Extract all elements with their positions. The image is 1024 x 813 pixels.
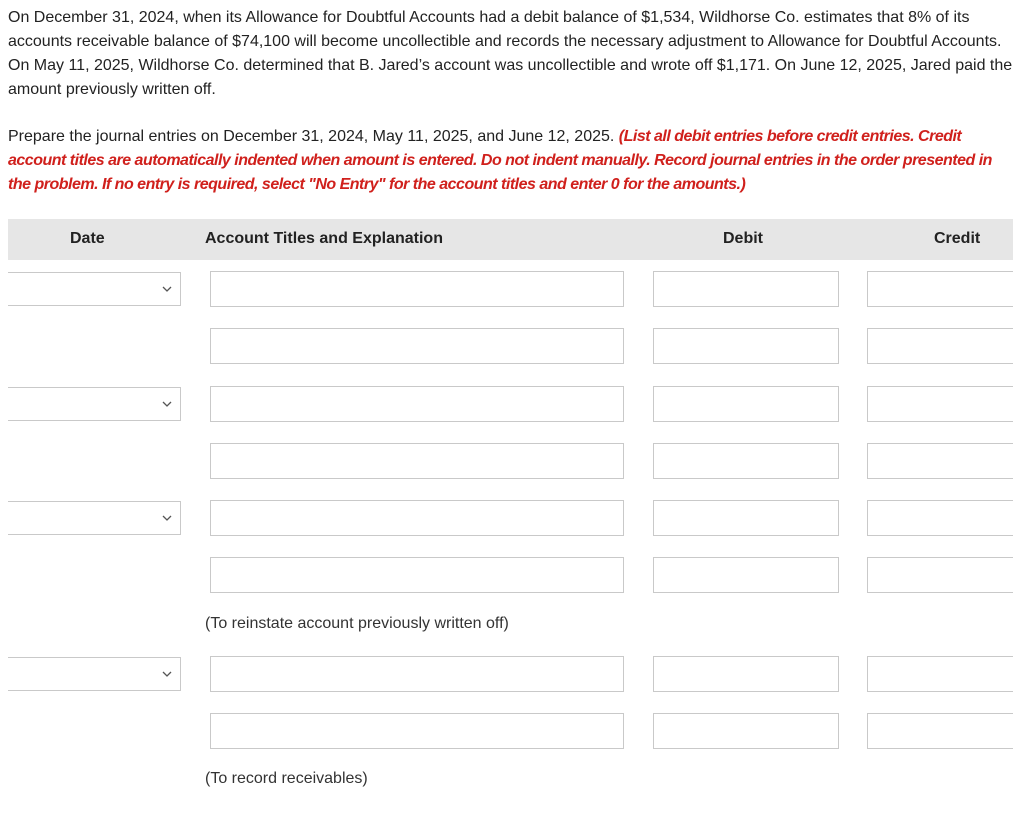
entry-explanation: (To reinstate account previously written off) bbox=[205, 615, 509, 632]
date-select[interactable] bbox=[8, 657, 181, 691]
account-title-input[interactable] bbox=[210, 328, 624, 364]
credit-column-header: Credit bbox=[934, 230, 981, 247]
account-title-input[interactable] bbox=[210, 500, 624, 536]
debit-input[interactable] bbox=[653, 557, 839, 593]
chevron-down-icon bbox=[162, 513, 172, 523]
chevron-down-icon bbox=[162, 284, 172, 294]
chevron-down-icon bbox=[162, 669, 172, 679]
account-title-input[interactable] bbox=[210, 713, 624, 749]
entry-explanation: (To record receivables) bbox=[205, 770, 368, 787]
credit-input[interactable] bbox=[867, 713, 1013, 749]
credit-input[interactable] bbox=[867, 271, 1013, 307]
credit-input[interactable] bbox=[867, 386, 1013, 422]
instructions-text: Prepare the journal entries on December 31, 2024, May 11, 2025, and June 12, 2025. bbox=[8, 128, 619, 145]
debit-column-header: Debit bbox=[723, 230, 763, 247]
account-column-header: Account Titles and Explanation bbox=[205, 230, 443, 247]
account-title-input[interactable] bbox=[210, 557, 624, 593]
instructions-note: (List all debit entries before credit entries. Credit account titles are automatically indented when amount is entered. Do not indent manually. Record journal entries in the order presented in the problem. If no entry is required, select "No Entry" for the account titles and enter 0 for the amounts.) bbox=[8, 128, 992, 193]
journal-table-header bbox=[8, 219, 1013, 260]
account-title-input[interactable] bbox=[210, 443, 624, 479]
debit-input[interactable] bbox=[653, 386, 839, 422]
date-column-header: Date bbox=[70, 230, 105, 247]
date-select[interactable] bbox=[8, 272, 181, 306]
debit-input[interactable] bbox=[653, 713, 839, 749]
account-title-input[interactable] bbox=[210, 386, 624, 422]
account-title-input[interactable] bbox=[210, 656, 624, 692]
credit-input[interactable] bbox=[867, 656, 1013, 692]
problem-statement: On December 31, 2024, when its Allowance for Doubtful Accounts had a debit balance of $1,534, Wildhorse Co. estimates that 8% of its accounts receivable balance of $74,100 will become uncollectible and records the necessary adjustment to Allowance for Doubtful Accounts. On May 11, 2025, Wildhorse Co. determined that B. Jared’s account was uncollectible and wrote off $1,171. On June 12, 2025, Jared paid the amount previously written off. bbox=[8, 9, 1013, 98]
credit-input[interactable] bbox=[867, 443, 1013, 479]
date-select[interactable] bbox=[8, 387, 181, 421]
debit-input[interactable] bbox=[653, 443, 839, 479]
debit-input[interactable] bbox=[653, 271, 839, 307]
account-title-input[interactable] bbox=[210, 271, 624, 307]
debit-input[interactable] bbox=[653, 656, 839, 692]
credit-input[interactable] bbox=[867, 557, 1013, 593]
debit-input[interactable] bbox=[653, 328, 839, 364]
credit-input[interactable] bbox=[867, 328, 1013, 364]
chevron-down-icon bbox=[162, 399, 172, 409]
credit-input[interactable] bbox=[867, 500, 1013, 536]
debit-input[interactable] bbox=[653, 500, 839, 536]
date-select[interactable] bbox=[8, 501, 181, 535]
instructions bbox=[8, 125, 1014, 197]
